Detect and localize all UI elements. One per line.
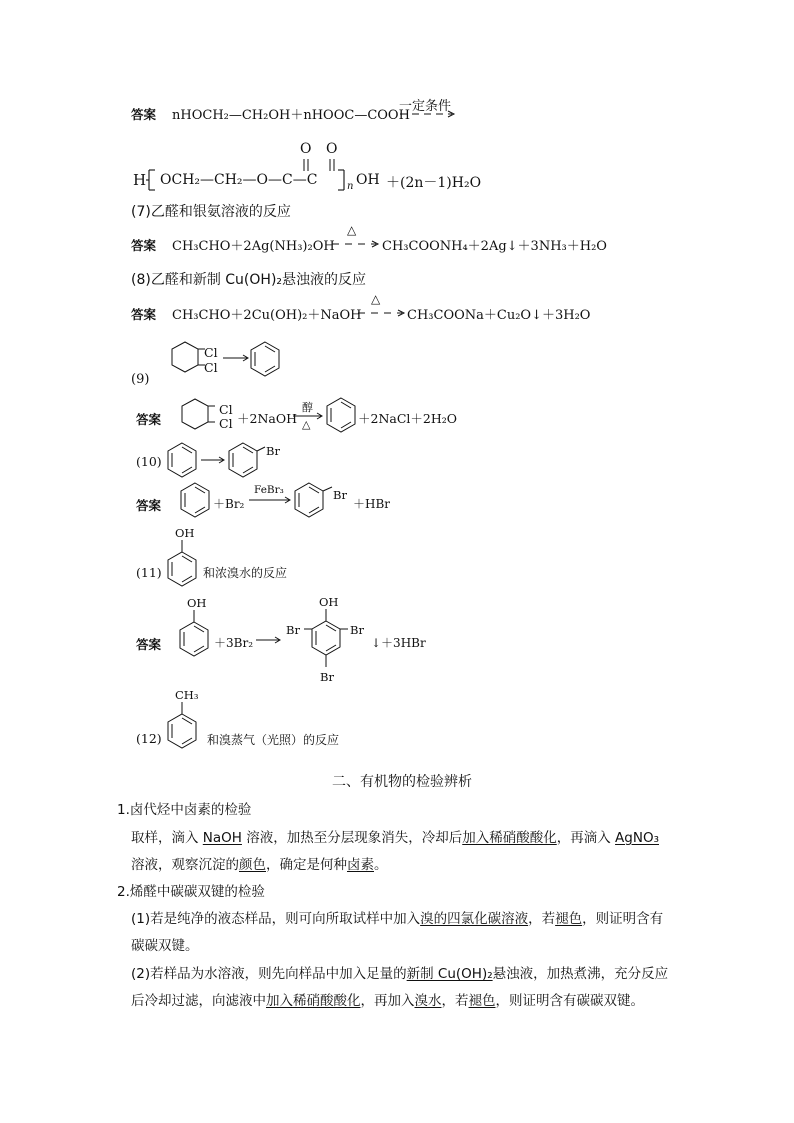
q9-ans-benzene xyxy=(324,395,358,435)
q10-reagent: ＋Br₂ xyxy=(213,497,245,511)
text-run: 溶液，加热至分层现象消失，冷却后 xyxy=(241,830,463,846)
q9-cond-top: 醇 xyxy=(302,401,313,414)
q11-reagent: ＋3Br₂ xyxy=(214,636,254,650)
q10-num: (10) xyxy=(136,454,162,469)
q8-products: CH₃COONa＋Cu₂O↓＋3H₂O xyxy=(407,308,591,323)
q11-num: (11) xyxy=(136,565,162,580)
q9-ans-dichloro xyxy=(175,396,215,436)
q12-num: (12) xyxy=(136,731,162,746)
q12-toluene xyxy=(165,700,199,754)
eq6-product-chain: OCH₂—CH₂—O—C—C xyxy=(160,172,318,188)
answer-label: 答案 xyxy=(136,498,162,513)
q8-title: (8)乙醛和新制 Cu(OH)₂悬浊液的反应 xyxy=(131,272,367,288)
q8-reactants: CH₃CHO＋2Cu(OH)₂＋NaOH xyxy=(172,308,362,323)
item2-para3 xyxy=(131,962,668,982)
underlined-answer: 加入稀硝酸酸化 xyxy=(266,993,361,1009)
q11-ans-phenol xyxy=(177,608,211,662)
q8-arrow xyxy=(356,309,408,317)
q10-ans-bromobenzene xyxy=(292,480,336,520)
underlined-answer: 溴水 xyxy=(414,993,442,1009)
item1-para1 xyxy=(131,826,659,846)
q7-heat: △ xyxy=(347,223,357,237)
eq6-product-end: OH xyxy=(356,172,380,188)
text-run: (1)若是纯净的液态样品，则可向所取试样中加入 xyxy=(131,911,421,927)
q9-ans-reagent: ＋2NaOH xyxy=(237,411,297,426)
text-run: (2)若样品为水溶液，则先向样品中加入足量的 xyxy=(131,966,407,982)
underlined-answer: 溴的四氯化碳溶液 xyxy=(420,911,529,927)
text-run: 悬浊液，加热煮沸，充分反应 xyxy=(492,966,669,982)
item2-para2: 碳碳双键。 xyxy=(131,938,199,954)
q9-cl1: Cl xyxy=(204,345,218,360)
q10-ans-br: Br xyxy=(333,488,347,502)
q9-num: (9) xyxy=(131,372,150,387)
q11-text: 和浓溴水的反应 xyxy=(203,566,288,580)
q9-ans-cl1: Cl xyxy=(219,402,233,417)
q11-products: ↓＋3HBr xyxy=(371,636,426,650)
q12-ch3: CH₃ xyxy=(175,688,199,702)
text-run: 。 xyxy=(374,857,388,873)
item2-para1 xyxy=(131,907,663,927)
q10-ans-benzene xyxy=(178,480,212,520)
q9-structures xyxy=(155,338,295,384)
text-run: ，则证明含有碳碳双键。 xyxy=(495,993,644,1009)
item1-para2 xyxy=(131,853,388,873)
q11-br-right: Br xyxy=(350,623,364,637)
q10-ans-arrow xyxy=(248,496,294,504)
q8-heat: △ xyxy=(371,292,381,306)
q10-catalyst: FeBr₃ xyxy=(254,484,284,496)
q11-oh: OH xyxy=(175,526,195,540)
eq6-water: ＋(2n－1)H₂O xyxy=(386,175,482,191)
q10-br: Br xyxy=(266,444,280,458)
text-run: 后冷却过滤，向滤液中 xyxy=(131,993,266,1009)
text-run: ，确定是何种 xyxy=(266,857,347,873)
bracket-left xyxy=(144,168,158,192)
q10-structures xyxy=(165,440,275,480)
double-bonds xyxy=(300,158,340,172)
q12-text: 和溴蒸气（光照）的反应 xyxy=(207,733,340,747)
q7-reactants: CH₃CHO＋2Ag(NH₃)₂OH xyxy=(172,239,335,254)
item1-title: 1.卤代烃中卤素的检验 xyxy=(117,802,252,818)
answer-label: 答案 xyxy=(136,637,162,652)
q9-ans-cl2: Cl xyxy=(219,416,233,431)
eq6-o1: O xyxy=(300,141,312,157)
text-run: ，若 xyxy=(441,993,469,1009)
eq6-condition: 一定条件 xyxy=(399,99,452,114)
q11-tribromophenol xyxy=(296,607,356,679)
underlined-answer: 卤素 xyxy=(347,857,374,873)
q11-tribromo-oh: OH xyxy=(319,595,339,609)
text-run: ，则证明含有 xyxy=(582,911,664,927)
eq6-o2: O xyxy=(326,141,338,157)
eq6-reactants: nHOCH₂—CH₂OH＋nHOOC—COOH xyxy=(172,108,410,123)
q10-products: ＋HBr xyxy=(353,497,391,511)
q9-cl2: Cl xyxy=(204,360,218,375)
answer-label: 答案 xyxy=(131,107,157,122)
underlined-answer: 褪色 xyxy=(468,993,496,1009)
text-run: ，再滴入 xyxy=(556,830,616,846)
text-run: 取样，滴入 xyxy=(131,830,203,846)
q11-ans-arrow xyxy=(255,636,285,644)
answer-label: 答案 xyxy=(136,412,162,427)
eq6-arrow xyxy=(398,110,460,118)
q9-ans-arrow xyxy=(292,412,326,420)
text-run: ，若 xyxy=(528,911,556,927)
underlined-answer: 新制 Cu(OH)₂ xyxy=(406,966,493,982)
text-run: 溶液，观察沉淀的 xyxy=(131,857,239,873)
q11-ans-oh: OH xyxy=(187,596,207,610)
text-run: ，再加入 xyxy=(360,993,415,1009)
q9-ans-products: ＋2NaCl＋2H₂O xyxy=(358,411,458,426)
q11-br-bottom: Br xyxy=(320,670,334,684)
eq6-n: n xyxy=(347,181,354,192)
underlined-answer: 颜色 xyxy=(239,857,266,873)
item2-title: 2.烯醛中碳碳双键的检验 xyxy=(117,884,265,900)
q9-cond-bottom: △ xyxy=(302,418,311,431)
item2-para4 xyxy=(131,989,644,1009)
answer-label: 答案 xyxy=(131,307,157,322)
q7-arrow xyxy=(330,240,382,248)
answer-label: 答案 xyxy=(131,238,157,253)
section-heading: 二、有机物的检验辨析 xyxy=(332,774,472,790)
q7-title: (7)乙醛和银氨溶液的反应 xyxy=(131,204,291,220)
q11-phenol xyxy=(165,538,199,592)
underlined-answer: 褪色 xyxy=(555,911,583,927)
q11-br-left: Br xyxy=(286,623,300,637)
q7-products: CH₃COONH₄＋2Ag↓＋3NH₃＋H₂O xyxy=(382,239,607,254)
underlined-answer: 加入稀硝酸酸化 xyxy=(462,830,557,846)
underlined-answer: NaOH xyxy=(202,830,242,846)
eq6-product-left: H xyxy=(133,171,147,189)
underlined-answer: AgNO₃ xyxy=(615,830,659,846)
